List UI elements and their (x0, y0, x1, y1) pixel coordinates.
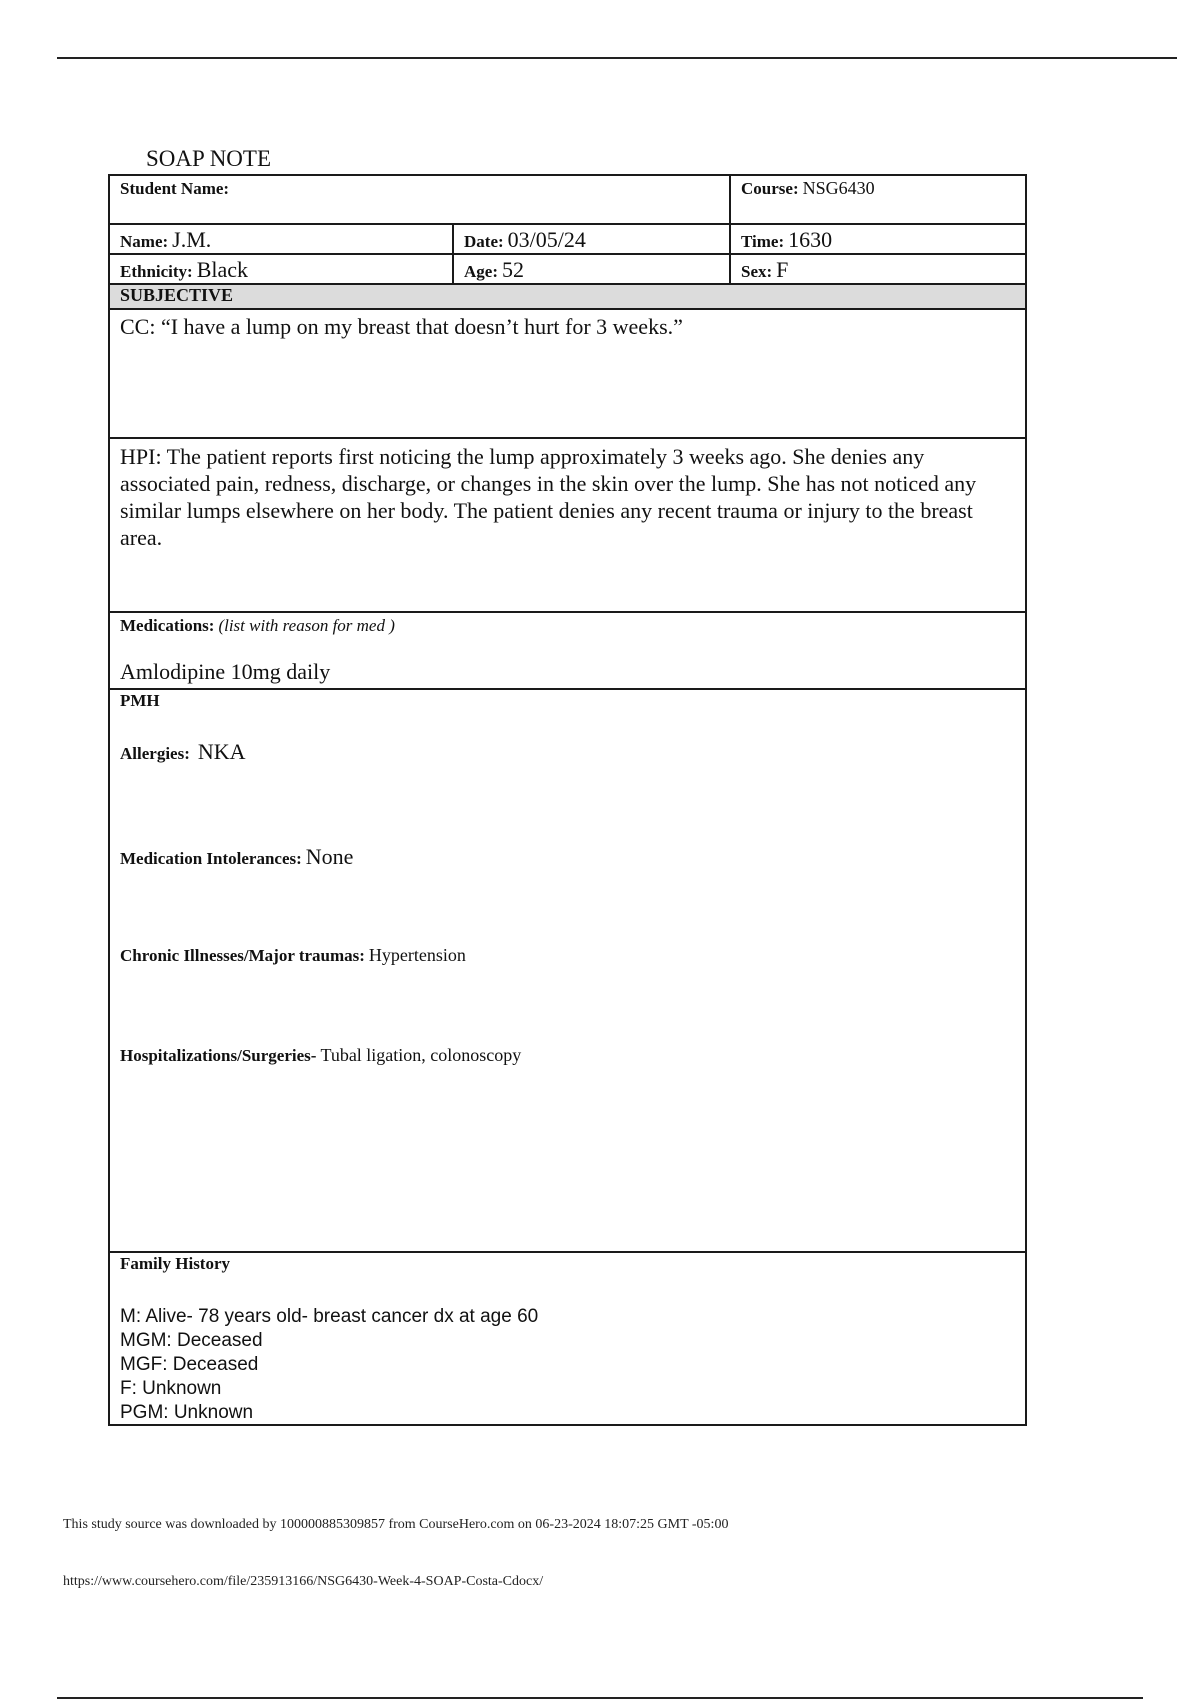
date-label: Date: (464, 232, 504, 251)
subjective-heading: SUBJECTIVE (120, 285, 234, 305)
family-history-list (120, 1305, 538, 1425)
sex-cell (731, 255, 1025, 283)
student-name-cell (110, 176, 731, 223)
time-cell (731, 225, 1025, 253)
bottom-rule (57, 1697, 1143, 1699)
soap-form (108, 174, 1027, 1426)
course-value: NSG6430 (802, 178, 875, 198)
row-student-course (110, 176, 1025, 225)
source-note: This study source was downloaded by 100000885309857 from CourseHero.com on 06-23-2024 18:07:25 GMT -05:00 (63, 1517, 729, 1532)
medications-cell (110, 613, 1025, 688)
hospitalizations-label: Hospitalizations/Surgeries- (120, 1046, 317, 1065)
hpi-text: HPI: The patient reports first noticing the lump approximately 3 weeks ago. She denies any associated pain, redness, discharge, or changes in the skin over the lump. She has not noticed any similar lumps elsewhere on her body. The patient denies any recent trauma or injury to the breast area. (120, 444, 977, 550)
student-name-label: Student Name: (120, 179, 230, 198)
time-value: 1630 (788, 227, 833, 252)
course-cell (731, 176, 1025, 223)
family-history-entry: M: Alive- 78 years old- breast cancer dx at age 60 (120, 1306, 539, 1327)
family-history-entry: PGM: Unknown (120, 1402, 254, 1423)
hospitalizations-value: Tubal ligation, colonoscopy (320, 1045, 522, 1065)
family-history-heading: Family History (120, 1254, 231, 1273)
pmh-row (110, 690, 1025, 1253)
medications-hint: (list with reason for med ) (218, 616, 395, 635)
allergies-value: NKA (197, 739, 246, 764)
course-label: Course: (741, 179, 799, 198)
sex-value: F (776, 257, 789, 282)
age-cell (454, 255, 731, 283)
document-title: SOAP NOTE (146, 146, 272, 171)
chief-complaint-row (110, 310, 1025, 439)
sex-label: Sex: (741, 262, 773, 281)
medications-row (110, 613, 1025, 690)
date-cell (454, 225, 731, 253)
chronic-illnesses-label: Chronic Illnesses/Major traumas: (120, 946, 365, 965)
family-history-entry: MGF: Deceased (120, 1354, 259, 1375)
family-history-entry: F: Unknown (120, 1378, 222, 1399)
chronic-illnesses-value: Hypertension (368, 945, 466, 965)
subjective-heading-cell (110, 285, 1025, 308)
age-label: Age: (464, 262, 498, 281)
medications-value: Amlodipine 10mg daily (120, 659, 331, 684)
hpi-cell (110, 439, 1025, 611)
family-history-cell (110, 1253, 1025, 1426)
pmh-cell (110, 690, 1025, 1251)
ethnicity-value: Black (196, 257, 249, 282)
name-value: J.M. (172, 227, 212, 252)
subjective-band (110, 285, 1025, 310)
intolerances-value: None (305, 844, 354, 869)
pmh-heading: PMH (120, 691, 160, 710)
medications-label: Medications: (120, 616, 215, 635)
row-ethnicity-age-sex (110, 255, 1025, 285)
top-rule (57, 57, 1177, 59)
family-history-row (110, 1253, 1025, 1426)
date-value: 03/05/24 (507, 227, 586, 252)
chief-complaint-text: CC: “I have a lump on my breast that doesn’t hurt for 3 weeks.” (120, 314, 683, 339)
row-name-date-time (110, 225, 1025, 255)
name-label: Name: (120, 232, 169, 251)
ethnicity-cell (110, 255, 454, 283)
hpi-row (110, 439, 1025, 613)
allergies-label: Allergies: (120, 744, 190, 763)
ethnicity-label: Ethnicity: (120, 262, 193, 281)
chief-complaint-cell (110, 310, 1025, 437)
name-cell (110, 225, 454, 253)
source-url: https://www.coursehero.com/file/235913166/NSG6430-Week-4-SOAP-Costa-Cdocx/ (63, 1574, 544, 1589)
family-history-entry: MGM: Deceased (120, 1330, 263, 1351)
time-label: Time: (741, 232, 785, 251)
age-value: 52 (501, 257, 524, 282)
intolerances-label: Medication Intolerances: (120, 849, 302, 868)
